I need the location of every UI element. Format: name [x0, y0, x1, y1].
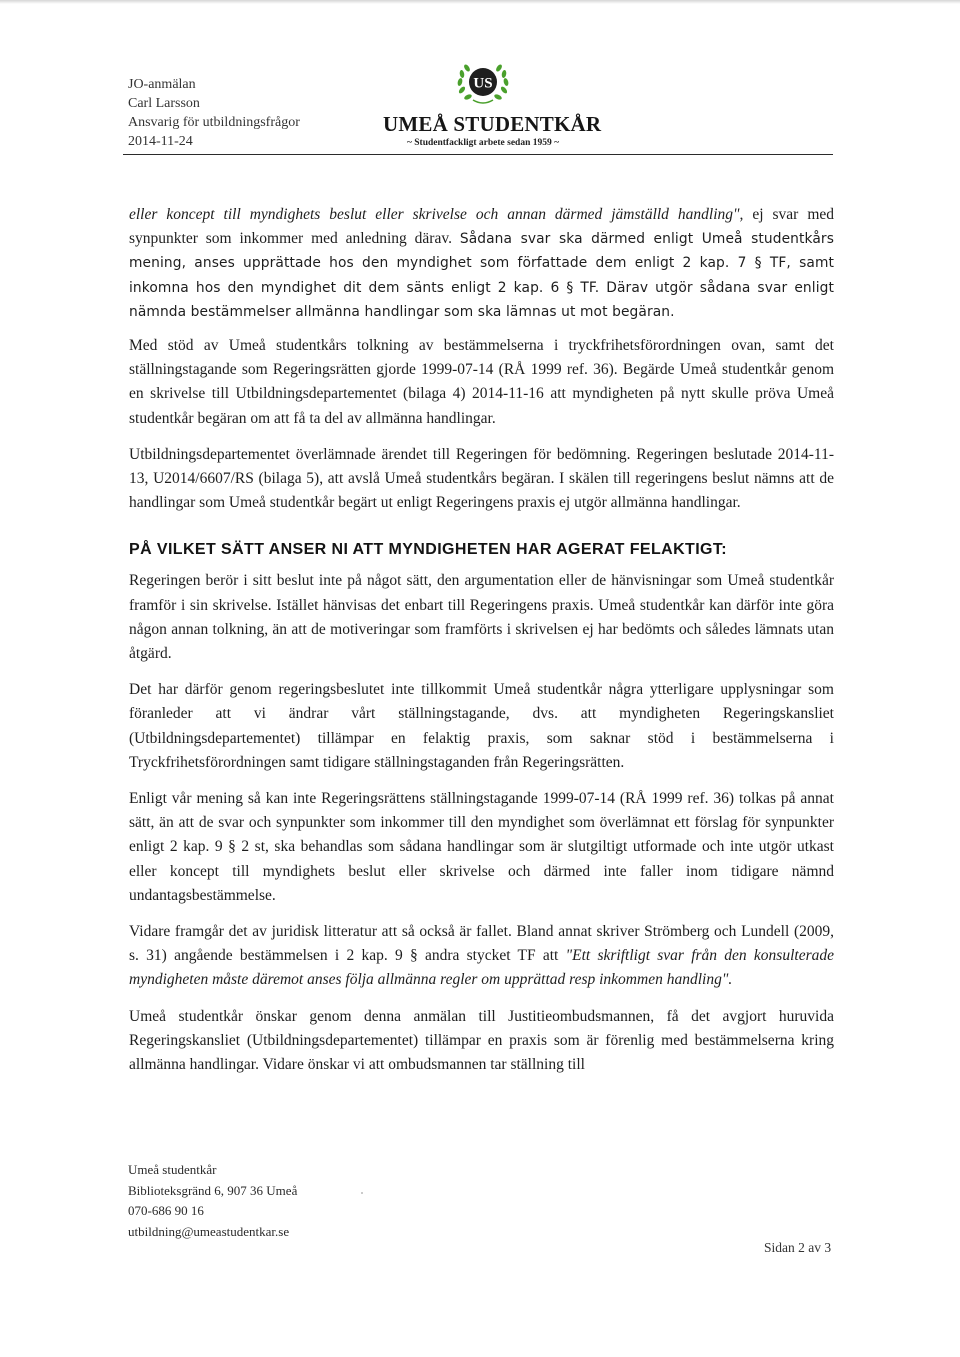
- author-role: Ansvarig för utbildningsfrågor: [128, 115, 300, 130]
- section-heading: PÅ VILKET SÄTT ANSER NI ATT MYNDIGHETEN HAR AGERAT FELAKTIGT:: [129, 541, 728, 559]
- document-date: 2014-11-24: [128, 134, 193, 149]
- paragraph-1: [129, 203, 834, 324]
- header-divider: [123, 154, 833, 155]
- footer-contact: [128, 1160, 297, 1242]
- paragraph-8: Umeå studentkår önskar genom denna anmälan till Justitieombudsmannen, få det avgjort huruvida Regeringskansliet (Utbildningsdepartementet) tillämpar en praxis som är förenlig med bestämmelserna kring allmänna handlingar. Vidare önskar vi att ombudsmannen tar ställning till: [129, 1007, 834, 1074]
- footer-phone: 070-686 90 16: [128, 1203, 204, 1218]
- logo-title: UMEÅ STUDENTKÅR: [383, 112, 602, 136]
- paragraph-1-italic: eller koncept till myndighets beslut eller skrivelse och annan därmed jämställd handling",: [129, 206, 744, 223]
- scan-edge: [0, 0, 960, 4]
- paragraph-1-tail: ej svar med synpunkter som inkommer med anledning därav.: [129, 206, 835, 248]
- paragraph-7-text: Vidare framgår det av juridisk litteratur att så också är fallet. Bland annat skriver Strömberg och Lundell (2009, s. 31) angående bestämmelsen i 2 kap. 9 § andra stycket TF att: [129, 923, 834, 965]
- logo-tagline: ~ Studentfackligt arbete sedan 1959 ~: [406, 138, 560, 148]
- paragraph-6: Enligt vår mening så kan inte Regeringsrättens ställningstagande 1999-07-14 (RÅ 1999 ref. 36) tolkas på annat sätt, än att de svar och synpunkter som inkommer till den myndighet som överlämnat ett förslag för synpunkter enligt 2 kap. 9 § 2 st, ska behandlas som sådana handlingar som är slutgiltigt utformade och inte utgör utkast eller koncept till myndighets beslut eller skrivelse och därmed inte faller inom tidigare nämnd undantagsbestämmelse.: [129, 790, 834, 904]
- paragraph-4: Regeringen berör i sitt beslut inte på något sätt, den argumentation eller de hänvisningar som Umeå studentkår framför i sin skrivelse. Istället hänvisas det enbart till Regeringens praxis. Umeå studentkår kan därför inte göra någon annan tolkning, än att de motiveringar som framförts i skrivelsen ej har bedömts och således lämnats utan åtgärd.: [129, 572, 834, 663]
- footer-address: Biblioteksgränd 6, 907 36 Umeå: [128, 1182, 298, 1198]
- paragraph-5: Det har därför genom regeringsbeslutet inte tillkommit Umeå studentkår några ytterligare upplysningar som föranleder att vi ändrar vårt ställningstagande, dvs. att myndigheten Regeringskansliet (Utbildningsdepartementet) tillämpar en felaktig praxis, som saknar stöd i bestämmelserna i Tryckfrihetsförordningen samt tidigare ställningstaganden från Regeringsrätten.: [129, 681, 834, 771]
- scan-speck: [361, 1192, 363, 1194]
- author-name: Carl Larsson: [128, 96, 200, 111]
- paragraph-1-sans: Sådana svar ska därmed enligt Umeå studentkårs mening, anses upprättade hos den myndighet som författade dem enligt 2 kap. 7 § TF, samt inkomna hos den myndighet dit dem sänts enligt 2 kap. 6 § TF. Därav utgör sådana svar enligt nämnda bestämmelser allmänna handlingar som ska lämnas ut mot begäran.: [129, 231, 834, 320]
- paragraph-7: [129, 920, 834, 993]
- laurel-wreath-icon: [453, 60, 513, 108]
- paragraph-7-quote: "Ett skriftligt svar från den konsulterade myndigheten måste däremot anses följa allmänna regler om upprättad resp inkommen handling".: [129, 947, 834, 989]
- page-number: Sidan 2 av 3: [764, 1240, 832, 1255]
- organization-logo: [383, 60, 602, 152]
- header-meta: [128, 75, 300, 151]
- body-text: [129, 203, 834, 1089]
- document-type: JO-anmälan: [128, 77, 196, 92]
- paragraph-3: Utbildningsdepartementet överlämnade ärendet till Regeringen för bedömning. Regeringen beslutade 2014-11-13, U2014/6607/RS (bilaga 5), att avslå Umeå studentkårs begäran. I skälen till regeringens beslut nämns att de handlingar som Umeå studentkår begärt ut enligt Regeringens praxis ej utgör allmänna handlingar.: [129, 445, 834, 512]
- footer-organization: Umeå studentkår: [128, 1162, 217, 1177]
- paragraph-2: Med stöd av Umeå studentkårs tolkning av bestämmelserna i tryckfrihetsförordningen ovan, samt det ställningstagande som Regeringsrätten gjorde 1999-07-14 (RÅ 1999 ref. 36). Begärde Umeå studentkår genom en skrivelse till Utbildningsdepartementet (bilaga 4) 2014-11-16 att myndigheten på nytt skulle pröva Umeå studentkår begäran om att få ta del av allmänna handlingar.: [129, 337, 834, 427]
- footer-email: utbildning@umeastudentkar.se: [128, 1223, 290, 1239]
- logo-monogram: US: [473, 75, 493, 92]
